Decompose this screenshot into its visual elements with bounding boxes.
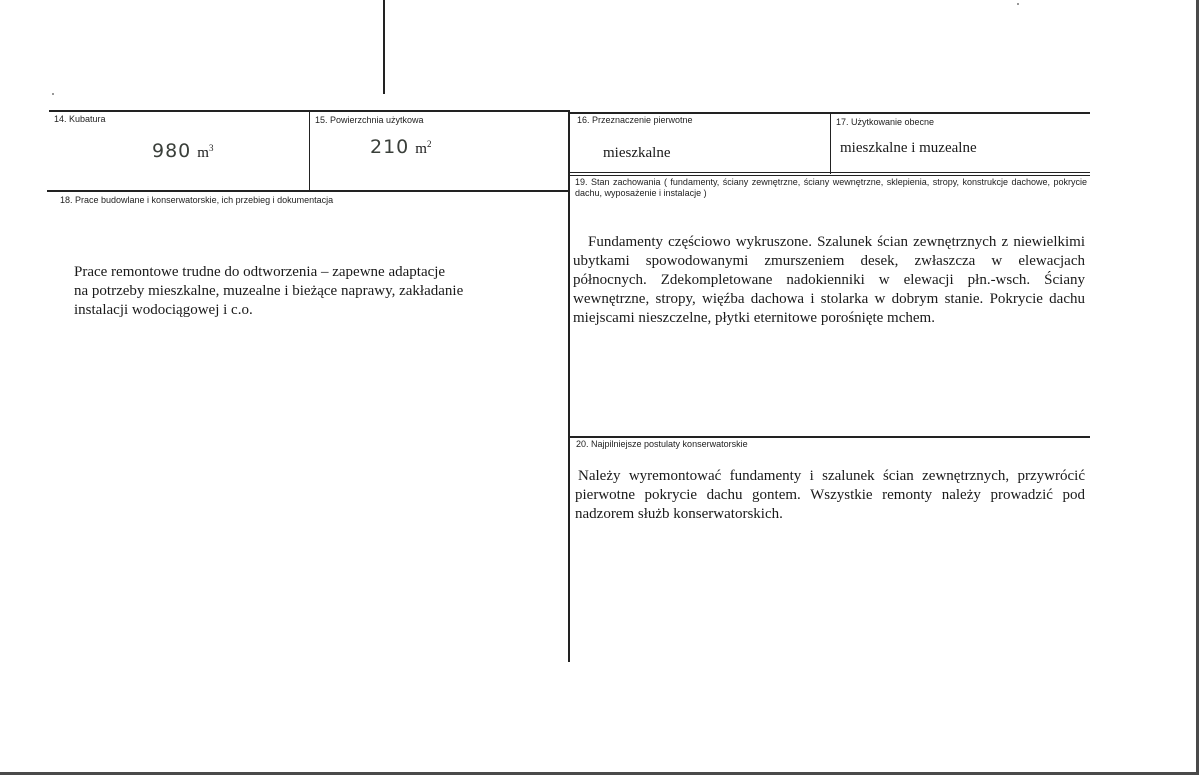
line-under-16-17-a — [570, 172, 1090, 173]
prace-line-3: instalacji wodociągowej i c.o. — [74, 302, 253, 318]
center-divider — [568, 112, 570, 662]
kubatura-number: 980 — [152, 140, 192, 162]
label-postulaty: 20. Najpilniejsze postulaty konserwatorskie — [576, 439, 748, 449]
kubatura-unit-exponent: 3 — [208, 143, 214, 153]
prace-budowlane-text — [74, 263, 463, 320]
prace-line-2: na potrzeby mieszkalne, muzealne i bieżące naprawy, zakładanie — [74, 283, 464, 299]
label-stan-zachowania: 19. Stan zachowania ( fundamenty, ściany zewnętrzne, ściany wewnętrzne, sklepienia, stropy, konstrukcje dachowe, pokrycie dachu, wyposażenie i instalacje ) — [575, 177, 1087, 198]
prace-line-1: Prace remontowe trudne do odtworzenia – zapewne adaptacje — [74, 264, 446, 280]
upper-divider-line — [383, 0, 385, 94]
line-above-20 — [570, 436, 1090, 438]
label-kubatura: 14. Kubatura — [54, 114, 106, 124]
scan-speck — [52, 93, 54, 95]
value-uzytkowanie: mieszkalne i muzealne — [840, 140, 977, 156]
powierzchnia-number: 210 — [370, 136, 410, 158]
postulaty-text: Należy wyremontować fundamenty i szalunek ścian zewnętrznych, przywrócić pierwotne pokrycie dachu gontem. Wszystkie remonty należy prowadzić pod nadzorem służb konserwatorskich. — [575, 468, 1085, 522]
stan-zachowania-text: Fundamenty częściowo wykruszone. Szalunek ścian zewnętrznych z niewielkimi ubytkami spowodowanymi zmurszeniem desek, zwłaszcza w elewacjach północnych. Zdekompletowane nadokienniki w elewacji płn.-wsch. Ściany wewnętrzne, stropy, więźba dachowa i stolarka w dobrym stanie. Pokrycie dachu miejscami nieszczelne, płytki eternitowe porośnięte mchem. — [573, 234, 1085, 326]
divider-14-15 — [309, 112, 310, 192]
powierzchnia-unit: m — [415, 141, 427, 157]
powierzchnia-unit-exponent: 2 — [426, 139, 432, 149]
line-under-14-15 — [47, 190, 570, 192]
value-powierzchnia — [370, 136, 431, 158]
label-prace-budowlane: 18. Prace budowlane i konserwatorskie, ich przebieg i dokumentacja — [60, 195, 334, 205]
kubatura-unit: m — [197, 145, 209, 161]
label-powierzchnia: 15. Powierzchnia użytkowa — [315, 115, 424, 125]
label-uzytkowanie: 17. Użytkowanie obecne — [836, 117, 935, 127]
scan-speck — [1017, 3, 1019, 5]
value-kubatura — [152, 140, 213, 162]
value-przeznaczenie: mieszkalne — [603, 145, 671, 161]
label-przeznaczenie: 16. Przeznaczenie pierwotne — [577, 115, 693, 125]
divider-16-17 — [830, 114, 831, 174]
line-under-16-17-b — [570, 175, 1090, 176]
